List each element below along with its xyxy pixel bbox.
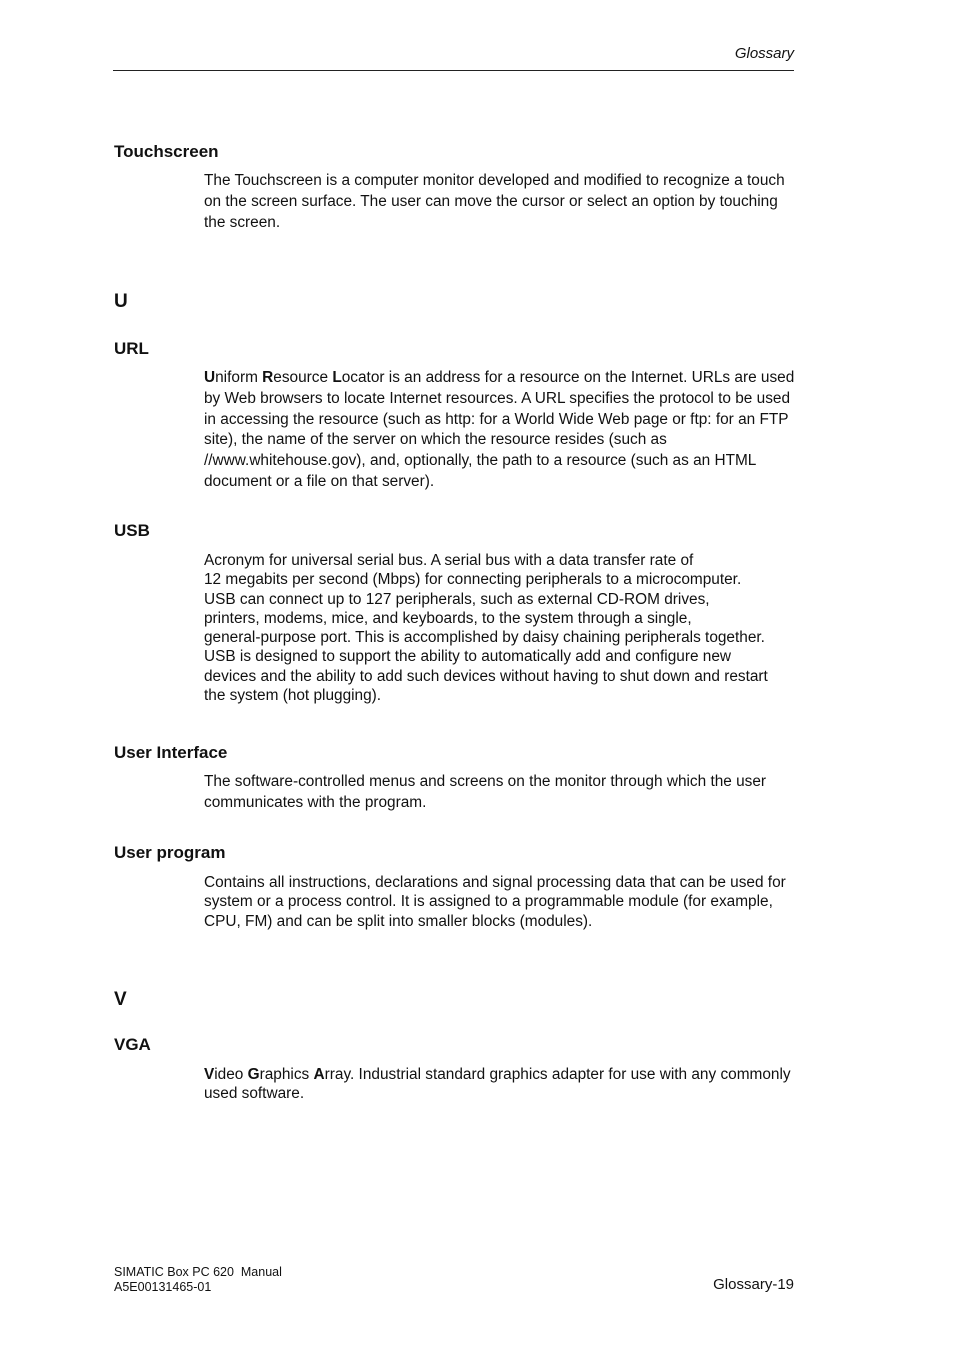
definition-usb-line: USB can connect up to 127 peripherals, such as external CD-ROM drives, [204, 590, 710, 608]
definition-usb-line: printers, modems, mice, and keyboards, to the system through a single, [204, 609, 692, 627]
definition-url [204, 368, 796, 493]
definition-url-part: ocator is an address for a resource on the Internet. URLs are used by Web browsers to locate Internet resources. A URL specifies the protocol to be used in accessing the resource (such as http: for a World Wide Web page or ftp: for an FTP site), the name of the server on which the resource resides (such as //www.whitehouse.gov), and, optionally, the path to a resource (such as an HTML document or a file on that server). [204, 369, 795, 490]
term-user-program: User program [114, 843, 226, 862]
definition-usb-line: devices and the ability to add such devices without having to shut down and restart [204, 667, 768, 685]
definition-usb-line: general-purpose port. This is accomplished by daisy chaining peripherals together. [204, 629, 765, 647]
running-header-title: Glossary [734, 45, 794, 62]
term-user-interface: User Interface [114, 743, 228, 762]
term-touchscreen: Touchscreen [114, 142, 219, 161]
definition-usb-line: Acronym for universal serial bus. A serial bus with a data transfer rate of [204, 552, 694, 569]
definition-vga [204, 1065, 796, 1104]
definition-url-part: esource [273, 369, 333, 386]
header-divider [113, 70, 794, 71]
definition-vga-part: raphics [259, 1066, 314, 1083]
acronym-letter-v: V [204, 1066, 215, 1083]
definition-vga-part: rray. Industrial standard graphics adapter for use with any commonly used software. [204, 1066, 791, 1103]
acronym-letter-l: L [332, 369, 342, 386]
footer-doc-number: A5E00131465-01 [114, 1279, 212, 1294]
definition-usb-line: USB is designed to support the ability to automatically add and configure new [204, 648, 732, 666]
term-usb: USB [114, 521, 150, 540]
definition-user-interface: The software-controlled menus and screens on the monitor through which the user communicates with the program. [204, 773, 767, 811]
definition-url-part: niform [215, 369, 263, 386]
acronym-letter-u: U [204, 369, 216, 386]
definition-touchscreen: The Touchscreen is a computer monitor developed and modified to recognize a touch on the screen surface. The user can move the cursor or select an option by touching the screen. [204, 172, 785, 231]
footer-document-info [114, 1265, 282, 1294]
definition-usb-line: 12 megabits per second (Mbps) for connecting peripherals to a microcomputer. [204, 571, 742, 589]
section-letter-v: V [114, 989, 127, 1010]
definition-usb [204, 551, 824, 705]
definition-vga-part: ideo [214, 1066, 248, 1083]
acronym-letter-g: G [247, 1066, 260, 1083]
term-url: URL [114, 339, 149, 358]
footer-manual-title: SIMATIC Box PC 620 Manual [114, 1265, 282, 1279]
term-vga: VGA [114, 1035, 151, 1054]
acronym-letter-r: R [262, 369, 274, 386]
footer-page-number: Glossary-19 [713, 1276, 794, 1293]
definition-usb-line: the system (hot plugging). [204, 687, 382, 705]
acronym-letter-a: A [313, 1066, 325, 1083]
section-letter-u: U [114, 291, 128, 312]
definition-user-program: Contains all instructions, declarations and signal processing data that can be used for system or a process control. It is assigned to a programmable module (for example, CPU, FM) and can be split into smaller blocks (modules). [204, 874, 786, 930]
